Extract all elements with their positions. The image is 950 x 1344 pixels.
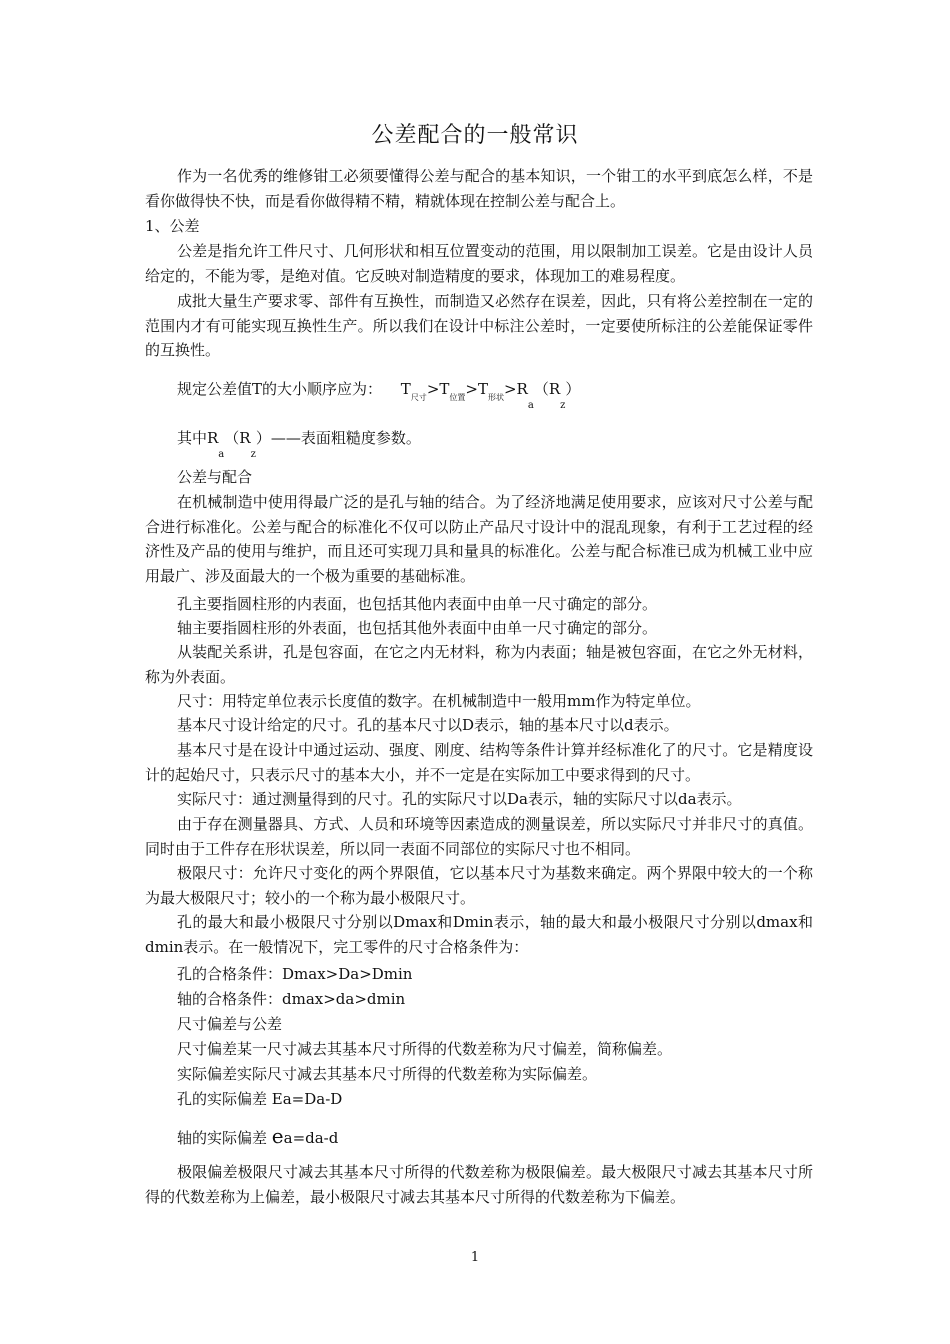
tolerance-order-formula	[177, 377, 581, 411]
ra-suffix: ）——表面粗糙度参数。	[255, 429, 421, 447]
formula-sub-z: z	[560, 400, 566, 411]
ra-sub-z: z	[250, 449, 256, 460]
limit-size-notation-paragraph: 孔的最大和最小极限尺寸分别以Dmax和Dmin表示，轴的最大和最小极限尺寸分别以dmax和dmin表示。在一般情况下，完工零件的尺寸合格条件为：	[145, 913, 813, 956]
tolerance-definition-paragraph: 公差是指允许工件尺寸、几何形状和相互位置变动的范围，用以限制加工误差。它是由设计人员给定的，不能为零，是绝对值。它反映对制造精度的要求，体现加工的难易程度。	[145, 242, 813, 285]
limit-size-paragraph: 极限尺寸：允许尺寸变化的两个界限值，它以基本尺寸为基数来确定。两个界限中较大的一个称为最大极限尺寸；较小的一个称为最小极限尺寸。	[145, 864, 813, 907]
ra-prefix: 其中R	[177, 429, 219, 447]
ra-sub-a: a	[218, 449, 225, 460]
page-number: 1	[470, 1250, 480, 1265]
shaft-definition: 轴主要指圆柱形的外表面，也包括其他外表面中由单一尺寸确定的部分。	[177, 619, 658, 637]
assembly-paragraph: 从装配关系讲，孔是包容面，在它之内无材料，称为内表面；轴是被包容面，在它之外无材料，称为外表面。	[145, 643, 813, 686]
limit-deviation-paragraph: 极限偏差极限尺寸减去其基本尺寸所得的代数差称为极限偏差。最大极限尺寸减去其基本尺寸所得的代数差称为上偏差，最小极限尺寸减去其基本尺寸所得的代数差称为下偏差。	[145, 1163, 813, 1206]
basic-size-definition: 基本尺寸设计给定的尺寸。孔的基本尺寸以D表示，轴的基本尺寸以d表示。	[177, 716, 679, 734]
hole-definition: 孔主要指圆柱形的内表面，也包括其他内表面中由单一尺寸确定的部分。	[177, 595, 658, 613]
formula-close: ）	[565, 380, 581, 398]
formula-rz: （R	[533, 380, 561, 398]
formula-sub-position: 位置	[449, 393, 466, 402]
intro-paragraph: 作为一名优秀的维修钳工必须要懂得公差与配合的基本知识，一个钳工的水平到底怎么样，不是看你做得快不快，而是看你做得精不精，精就体现在控制公差与配合上。	[145, 167, 813, 210]
actual-deviation-definition: 实际偏差实际尺寸减去其基本尺寸所得的代数差称为实际偏差。	[177, 1065, 598, 1083]
page-title: 公差配合的一般常识	[371, 123, 579, 148]
hole-actual-deviation: 孔的实际偏差 Ea=Da-D	[177, 1090, 343, 1108]
shaft-dev-prefix: 轴的实际偏差	[177, 1129, 272, 1147]
shaft-dev-e: e	[271, 1124, 284, 1148]
shaft-dev-formula: a=da-d	[283, 1129, 339, 1147]
deviation-definition: 尺寸偏差某一尺寸减去其基本尺寸所得的代数差称为尺寸偏差，简称偏差。	[177, 1040, 673, 1058]
interchangeability-paragraph: 成批大量生产要求零、部件有互换性，而制造又必然存在误差，因此，只有将公差控制在一定的范围内才有可能实现互换性生产。所以我们在设计中标注公差时，一定要使所标注的公差能保证零件的互换性。	[145, 292, 813, 359]
formula-t-position: >T	[426, 380, 450, 398]
ra-rz: （R	[224, 429, 251, 447]
section-heading-deviation: 尺寸偏差与公差	[177, 1015, 283, 1033]
formula-sub-a: a	[527, 400, 534, 411]
formula-t-form: >T	[465, 380, 488, 398]
basic-size-paragraph: 基本尺寸是在设计中通过运动、强度、刚度、结构等条件计算并经标准化了的尺寸。它是精度设计的起始尺寸，只表示尺寸的基本大小，并不一定是在实际加工中要求得到的尺寸。	[145, 741, 813, 784]
section-heading-tolerance: 1、公差	[145, 217, 200, 235]
section-heading-fit: 公差与配合	[177, 468, 253, 486]
size-definition: 尺寸：用特定单位表示长度值的数字。在机械制造中一般用mm作为特定单位。	[177, 692, 701, 710]
actual-size-paragraph: 由于存在测量器具、方式、人员和环境等因素造成的测量误差，所以实际尺寸并非尺寸的真值。同时由于工件存在形状误差，所以同一表面不同部位的实际尺寸也不相同。	[145, 815, 813, 858]
fit-standard-paragraph: 在机械制造中使用得最广泛的是孔与轴的结合。为了经济地满足使用要求，应该对尺寸公差与配合进行标准化。公差与配合的标准化不仅可以防止产品尺寸设计中的混乱现象，有利于工艺过程的经济性及产品的使用与维护，而且还可实现刀具和量具的标准化。公差与配合标准已成为机械工业中应用最广、涉及面最大的一个极为重要的基础标准。	[145, 493, 813, 585]
formula-ra: >R	[503, 380, 528, 398]
formula-prefix: 规定公差值T的大小顺序应为：	[177, 380, 383, 398]
hole-acceptance-condition: 孔的合格条件：Dmax>Da>Dmin	[177, 965, 413, 983]
formula-t-size: T	[400, 380, 411, 398]
formula-sub-form: 形状	[487, 393, 504, 402]
shaft-actual-deviation	[177, 1124, 338, 1150]
roughness-definition	[177, 426, 421, 460]
shaft-acceptance-condition: 轴的合格条件：dmax>da>dmin	[177, 990, 406, 1008]
actual-size-definition: 实际尺寸：通过测量得到的尺寸。孔的实际尺寸以Da表示，轴的实际尺寸以da表示。	[177, 790, 742, 808]
formula-sub-size: 尺寸	[410, 393, 427, 402]
